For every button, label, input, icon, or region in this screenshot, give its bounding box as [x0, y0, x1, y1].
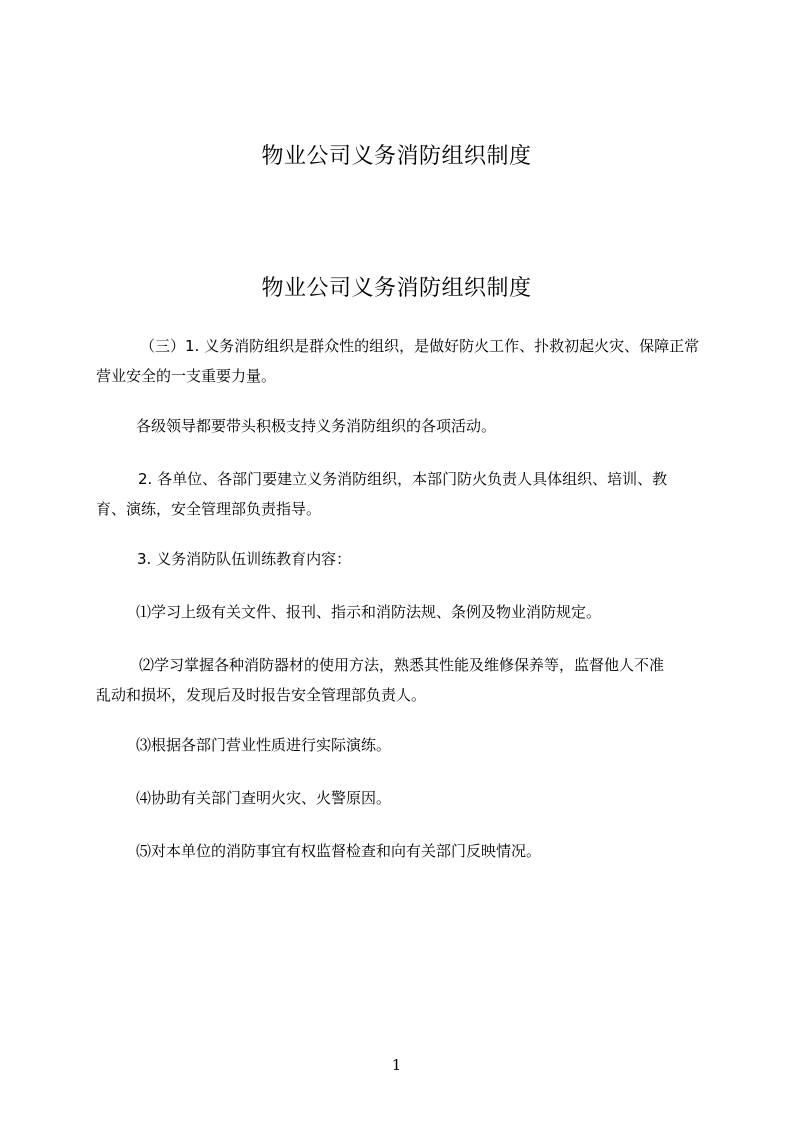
- page-number: 1: [391, 1056, 402, 1074]
- paragraph-5-line-1: ⑴学习上级有关文件、报刊、指示和消防法规、条例及物业消防规定。: [136, 603, 602, 621]
- paragraph-1-line-1: （三）1. 义务消防组织是群众性的组织，是做好防火工作、扑救初起火灾、保障正常: [140, 337, 700, 355]
- paragraph-3-line-2: 育、演练，安全管理部负责指导。: [96, 500, 322, 518]
- paragraph-7-line-1: ⑶根据各部门营业性质进行实际演练。: [136, 736, 392, 754]
- paragraph-6-line-2: 乱动和损坏，发现后及时报告安全管理部负责人。: [96, 686, 427, 704]
- document-title-top: 物业公司义务消防组织制度: [261, 144, 532, 169]
- paragraph-7: [96, 730, 708, 760]
- paragraph-8: [96, 783, 708, 813]
- paragraph-5: [96, 597, 708, 627]
- paragraph-4: [96, 544, 708, 574]
- paragraph-2: [96, 411, 708, 441]
- paragraph-6-line-1: ⑵学习掌握各种消防器材的使用方法，熟悉其性能及维修保养等，监督他人不准: [139, 656, 665, 674]
- paragraph-8-line-1: ⑷协助有关部门查明火灾、火警原因。: [136, 789, 392, 807]
- paragraph-1-line-2: 营业安全的一支重要力量。: [96, 367, 277, 385]
- paragraph-3: [96, 464, 708, 524]
- paragraph-9: [96, 836, 708, 866]
- paragraph-4-line-1: 3. 义务消防队伍训练教育内容：: [137, 550, 352, 568]
- paragraph-9-line-1: ⑸对本单位的消防事宜有权监督检查和向有关部门反映情况。: [136, 842, 542, 860]
- paragraph-2-line-1: 各级领导都要带头积极支持义务消防组织的各项活动。: [136, 417, 497, 435]
- paragraph-3-line-1: 2. 各单位、各部门要建立义务消防组织，本部门防火负责人具体组织、培训、教: [138, 470, 668, 488]
- paragraph-6: [96, 650, 708, 710]
- paragraph-1: [96, 331, 708, 391]
- document-title-main: 物业公司义务消防组织制度: [261, 276, 532, 301]
